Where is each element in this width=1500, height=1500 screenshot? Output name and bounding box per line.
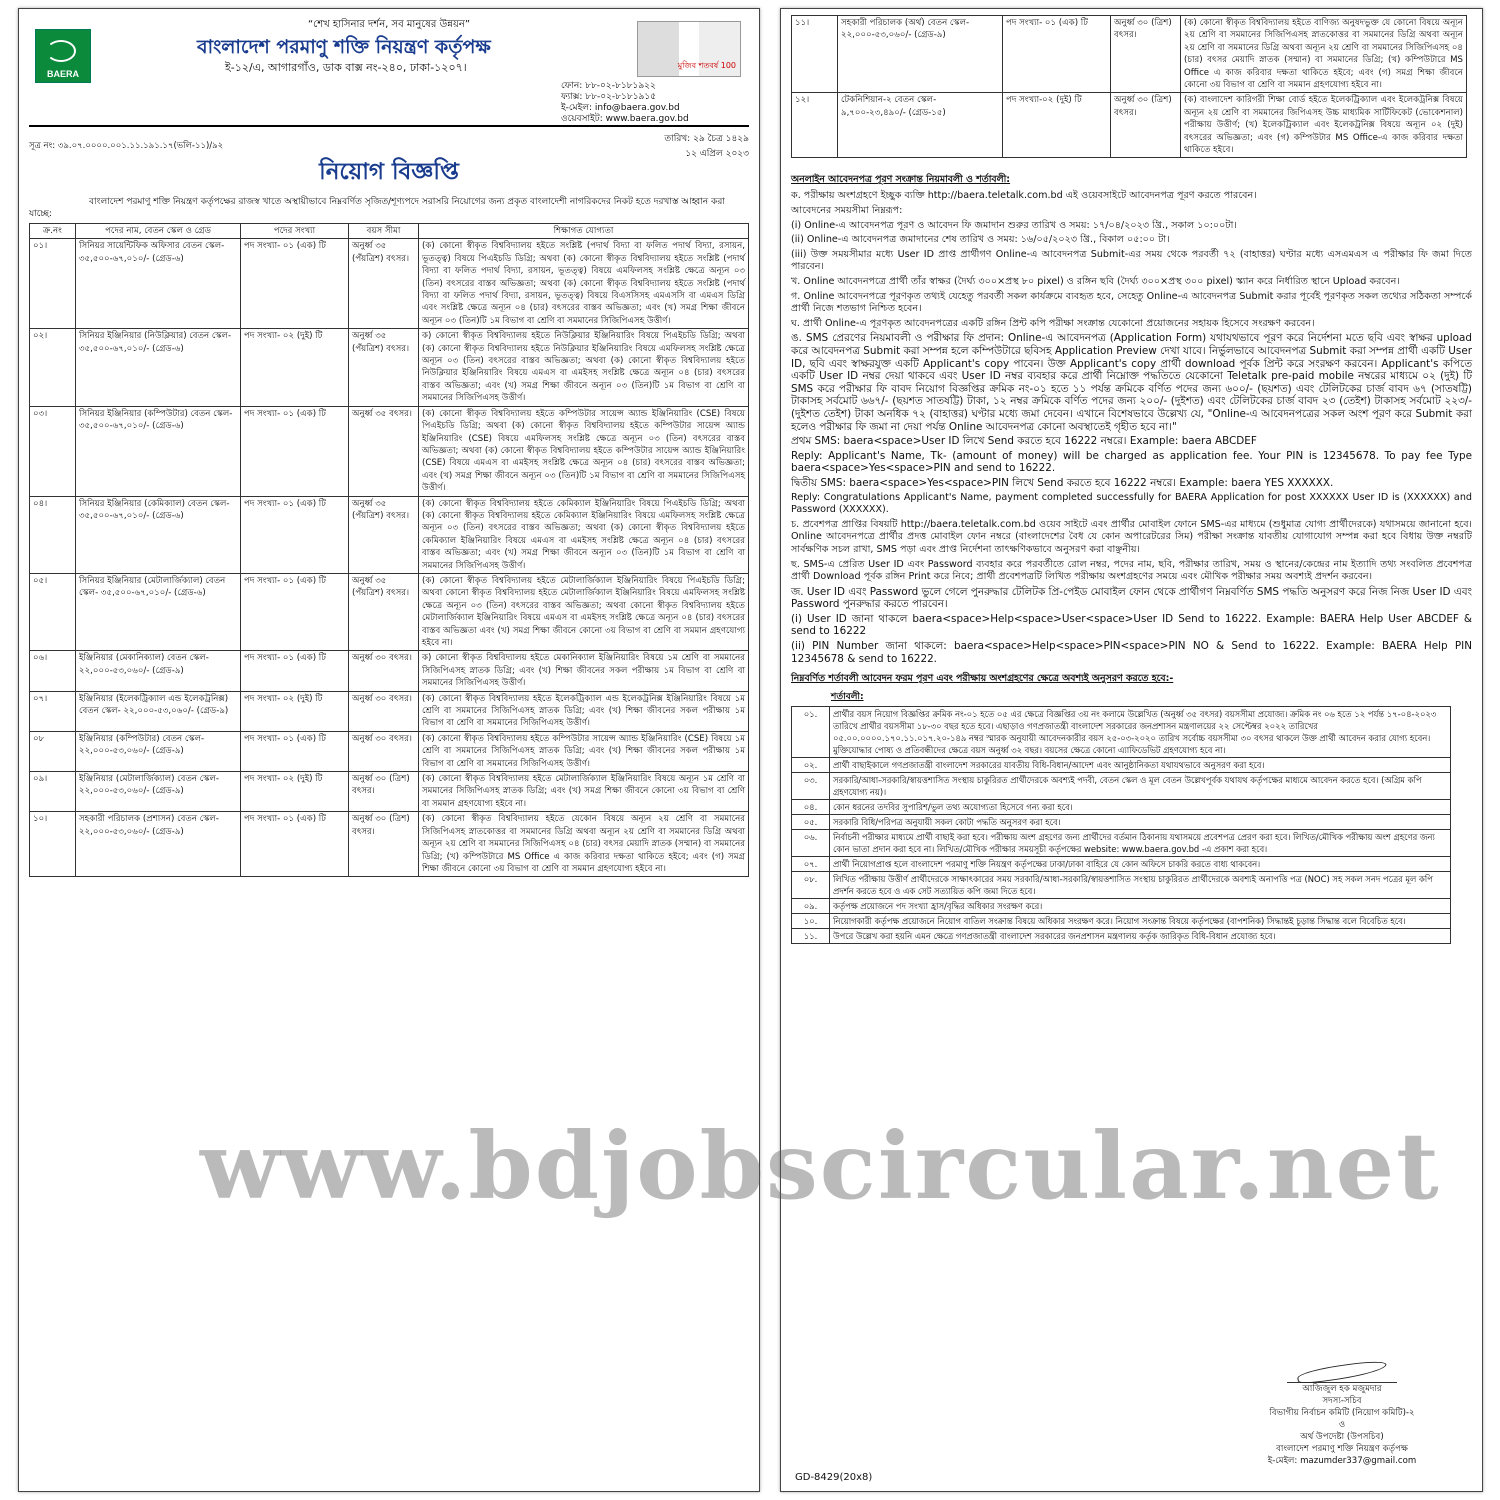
condition-text: প্রার্থী নিয়োগপ্রাপ্ত হলে বাংলাদেশ পরমাণু শক্তি নিয়ন্ত্রণ কর্তৃপক্ষের ঢাকা/ঢাকা বাহিরে যে কোন অফিসে চাকরি করতে বাধ্য থাকবেন। [830, 857, 1451, 872]
posts-table [29, 223, 749, 877]
post-count: পদ সংখ্যা- ০১ (এক) টি [241, 573, 349, 650]
age-limit: অনুর্ধ্ব ৩০ (ত্রিশ) বৎসর। [349, 772, 419, 812]
condition-row [792, 899, 1451, 914]
condition-row [792, 758, 1451, 773]
rule-item: (iii) উক্ত সময়সীমার মধ্যে User ID প্রাপ্ত প্রার্থীগণ Online-এ আবেদনপত্র Submit-এর সময় থেকে পরবর্তী ৭২ (বাহাত্তর) ঘণ্টার মধ্যে এসএমএস এ পরীক্ষার ফি জমা দিতে পারবেন। [791, 248, 1472, 273]
condition-text: সরকারি বিধি/পরিপত্র অনুযায়ী সকল কোটা পদ্ধতি অনুসরণ করা হবে। [830, 815, 1451, 830]
post-name-scale: ইঞ্জিনিয়ার (ইলেকট্রিক্যাল এন্ড ইলেকট্রনিক্স) বেতন স্কেল- ২২,০০০-৫৩,০৬০/- (গ্রেড-৯) [76, 691, 241, 731]
rule-item: খ. Online আবেদনপত্রে প্রার্থী তাঁর স্বাক্ষর (দৈর্ঘ্য ৩০০×প্রস্থ ৮০ pixel) ও রঙ্গিন ছবি (দৈর্ঘ্য ৩০০×প্রস্থ ৩০০ pixel) স্ক্যান করে নির্ধারিত স্থানে Upload করবেন। [791, 276, 1400, 288]
table-header-cell: বয়স সীমা [349, 224, 419, 239]
qualification: (ক) কোনো স্বীকৃত বিশ্ববিদ্যালয় হইতে মেটালার্জিক্যাল ইঞ্জিনিয়ারিং বিষয়ে পিএইচডি ডিগ্রি; অথবা কোনো স্বীকৃত বিশ্ববিদ্যালয় হইতে মেটালার্জিক্যাল ইঞ্জিনিয়ারিং বিষয়ে এমফিলসহ সংশ্লিষ্ট ক্ষেত্রে অন্যূন ০৩ (তিন) বৎসরের বাস্তব অভিজ্ঞতা; অথবা কোনো স্বীকৃত বিশ্ববিদ্যালয় হইতে মেটালার্জিক্যাল ইঞ্জিনিয়ারিং বিষয়ে এমএস বা এমইসহ সংশ্লিষ্ট ক্ষেত্রে অন্যূন ০৪ (চার) বৎসরের বাস্তব অভিজ্ঞতা এবং (খ) সমগ্র শিক্ষা জীবনে কোনো ৩য় বিভাগ বা শ্রেণি বা সমমান গ্রহণযোগ্য হইবে না। [419, 573, 749, 650]
baera-logo: BAERA [35, 29, 91, 83]
letterhead [29, 15, 749, 127]
reference-row [29, 131, 749, 159]
table-row [30, 691, 749, 731]
qualification: ক) কোনো স্বীকৃত বিশ্ববিদ্যালয় হইতে মেকানিক্যাল ইঞ্জিনিয়ারিং বিষয়ে ১ম শ্রেণি বা সমমানের সিজিপিএসহ স্নাতক ডিগ্রি; এবং (খ) শিক্ষা জীবনের সকল পরীক্ষায় ১ম বিভাগ বা শ্রেণি বা সমমানের সিজিপিএসহ উত্তীর্ণ। [419, 651, 749, 691]
online-rules-heading: অনলাইন আবেদনপত্র পূরণ সংক্রান্ত নিয়মাবলী ও শর্তাবলী: [791, 174, 1011, 186]
rule-item: Reply: Congratulations Applicant's Name, payment completed successfully for BAERA Application for post XXXXXX User ID is (XXXXXX) and Password (XXXXXX). [791, 491, 1472, 516]
post-count: পদ সংখ্যা- ০১ (এক) টি [1003, 16, 1111, 93]
rule-item: (i) Online-এ আবেদনপত্র পূরণ ও আবেদন ফি জমাদান শুরুর তারিখ ও সময়: ১৭/০৪/২০২৩ খ্রি., সকাল ১০:০০টা। [791, 219, 1237, 231]
condition-number: ০৪. [792, 800, 830, 815]
age-limit: অনুর্ধ্ব ৩৫ বৎসর। [349, 406, 419, 496]
age-limit: অনুর্ধ্ব ৩০ বৎসর। [349, 691, 419, 731]
post-name-scale: সিনিয়র ইঞ্জিনিয়ার (নিউক্লিয়ার) বেতন স্কেল- ৩৫,৫০০-৬৭,০১০/- (গ্রেড-৬) [76, 329, 241, 406]
condition-number: ০১. [792, 707, 830, 758]
condition-number: ০৯. [792, 899, 830, 914]
post-serial: ০৯। [30, 772, 76, 812]
rule-item: ঙ. SMS প্রেরণের নিয়মাবলী ও পরীক্ষার ফি প্রদান: Online-এ আবেদনপত্র (Application Form) যথাযথভাবে পূরণ করে নির্দেশনা মতে ছবি এবং স্বাক্ষর upload করে আবেদনপত্র Submit করা সম্পন্ন হলে কম্পিউটারে ছবিসহ Application Preview দেখা যাবে। নির্ভুলভাবে আবেদনপত্র Submit করা সম্পন্ন প্রার্থী একটি User ID, ছবি এবং স্বাক্ষরযুক্ত একটি Applicant's copy পাবেন। উক্ত Applicant's copy প্রার্থী download পূর্বক প্রিন্ট করে সংরক্ষণ করবেন। Applicant's কপিতে একটি User ID নম্বর দেয়া থাকবে এবং User ID নম্বর ব্যবহার করে প্রার্থী নিম্নোক্ত পদ্ধতিতে যেকোনো Teletalk pre-paid mobile নম্বরের মাধ্যমে ০২ (দুই) টি SMS করে পরীক্ষার ফি বাবদ নিয়োগ বিজ্ঞপ্তির ক্রমিক নং-০১ হতে ১১ পর্যন্ত ক্রমিকে বর্ণিত পদের জন্য ৬০০/- (ছয়শত) এবং টেলিটকের চার্জ বাবদ ৬৭ (সাতষট্টি) টাকাসহ সর্বমোট ৬৬৭/- (ছয়শত সাতষট্টি) টাকা, ১২ নম্বর ক্রমিকে বর্ণিত পদের জন্য ২০০/- (দুইশত) এবং টেলিটকের চার্জ বাবদ ২৩ (তেইশ) টাকাসহ সর্বমোট ২২৩/- (দুইশত তেইশ) টাকা অনধিক ৭২ (বাহাত্তর) ঘণ্টার মধ্যে জমা দেবেন। এখানে বিশেষভাবে উল্লেখ্য যে, "Online-এ আবেদনপত্রের সকল অংশ পূরণ করে Submit করা হলেও পরীক্ষার ফি জমা না দেয়া পর্যন্ত Online আবেদনপত্র কোনো অবস্থাতেই গৃহীত হবে না।" [791, 332, 1472, 433]
signature-block: আজিজুল হক মজুমদার সদস্য-সচিব বিভাগীয় নির্বাচন কমিটি (নিয়োগ কমিটি)-২ ও অর্থ উপদেষ্টা (উপসচিব) বাংলাদেশ পরমাণু শক্তি নিয়ন্ত্রণ কর্তৃপক্ষ ই-মেইল: mazumder337@gmail.com [1222, 1361, 1462, 1467]
condition-text: সরকারি/আধা-সরকারি/স্বায়ত্তশাসিত সংস্থায় চাকুরিরত প্রার্থীদেরকে অবশ্যই পদবী, বেতন স্কেল ও মূল বেতন উল্লেখপূর্বক যথাযথ কর্তৃপক্ষের মাধ্যমে আবেদন করতে হবে। (অগ্রিম কপি গ্রহণযোগ্য নয়)। [830, 773, 1451, 800]
qualification: (ক) কোনো স্বীকৃত বিশ্ববিদ্যালয় হইতে ইলেকট্রিক্যাল এন্ড ইলেকট্রনিক্স ইঞ্জিনিয়ারিং বিষয়ে ১ম শ্রেণি বা সমমানের সিজিপিএসহ স্নাতক ডিগ্রি; এবং (খ) শিক্ষা জীবনের সকল পরীক্ষায় ১ম বিভাগ বা শ্রেণি বা সমমানের সিজিপিএসহ উত্তীর্ণ। [419, 691, 749, 731]
table-header-cell: পদের সংখ্যা [241, 224, 349, 239]
age-limit: অনুর্ধ্ব ৩০ বৎসর। [349, 651, 419, 691]
post-serial: ০৩। [30, 406, 76, 496]
rule-item: প্রথম SMS: baera<space>User ID লিখে Send করতে হবে 16222 নম্বরে। Example: baera ABCDEF [791, 435, 1257, 448]
table-row [30, 406, 749, 496]
post-serial: ১১। [792, 16, 838, 93]
mujib-centenary-badge: মুজিব শতবর্ষ 100 [637, 21, 741, 77]
qualification: (ক) কোনো স্বীকৃত বিশ্ববিদ্যালয় হইতে সংশ্লিষ্ট (পদার্থ বিদ্যা বা ফলিত পদার্থ বিদ্যা, রসায়ন, ভূতত্ত্ব) বিষয়ে পিএইচডি ডিগ্রি; অথবা (ক) কোনো স্বীকৃত বিশ্ববিদ্যালয় হইতে সংশ্লিষ্ট (পদার্থ বিদ্যা বা ফলিত পদার্থ বিদ্যা, রসায়ন, ভূতত্ত্ব) বিষয়ে এমফিলসহ সংশ্লিষ্ট ক্ষেত্রে অন্যূন ০৩ (তিন) বৎসরের বাস্তব অভিজ্ঞতা; অথবা (ক) কোনো স্বীকৃত বিশ্ববিদ্যালয় হইতে সংশ্লিষ্ট (পদার্থ বিদ্যা বা ফলিত পদার্থ বিদ্যা, রসায়ন, ভূতত্ত্ব) বিষয়ে বিএসসিসহ এমএসসি বা এমএস ডিগ্রি এবং সংশ্লিষ্ট ক্ষেত্রে অন্যূন ০৪ (চার) বৎসরের বাস্তব অভিজ্ঞতা; এবং (খ) সমগ্র শিক্ষা জীবনে অন্যূন ০৩ (তিন)টি ১ম বিভাগ বা শ্রেণি বা সমমানের সিজিপিএসহ উত্তীর্ণ। [419, 239, 749, 329]
conditions-table [791, 706, 1451, 944]
post-name-scale: সিনিয়র ইঞ্জিনিয়ার (কম্পিউটার) বেতন স্কেল- ৩৫,৫০০-৬৭,০১০/- (গ্রেড-৬) [76, 406, 241, 496]
condition-text: উপরে উল্লেখ করা হয়নি এমন ক্ষেত্রে গণপ্রজাতন্ত্রী বাংলাদেশ সরকারের জনপ্রশাসন মন্ত্রণালয় কর্তৃক জারিকৃত বিধি-বিধান প্রযোজ্য হবে। [830, 929, 1451, 944]
conditions-subheading: শর্তাবলী: [831, 692, 864, 703]
gd-code: GD-8429(20x8) [795, 1472, 873, 1483]
age-limit: অনুর্ধ্ব ৩৫ (পঁয়ত্রিশ) বৎসর। [349, 496, 419, 573]
qualification: (ক) কোনো স্বীকৃত বিশ্ববিদ্যালয় হইতে মেটালার্জিক্যাল ইঞ্জিনিয়ারিং বিষয়ে অন্যূন ১ম শ্রেণি বা সমমানের সিজিপিএসহ স্নাতক ডিগ্রি; এবং (খ) সমগ্র শিক্ষা জীবনে কোনো ৩য় বিভাগ বা শ্রেণি বা সমমান গ্রহণযোগ্য হইবে না। [419, 772, 749, 812]
rule-item: (ii) PIN Number জানা থাকলে: baera<space>Help<space>PIN<space>PIN NO & Send to 16222. Example: BAERA Help PIN 12345678 & send to 16222. [791, 640, 1472, 665]
condition-number: ১০. [792, 914, 830, 929]
age-limit: অনুর্ধ্ব ৩৫ (পঁয়ত্রিশ) বৎসর। [349, 573, 419, 650]
post-name-scale: সহকারী পরিচালক (অর্থ) বেতন স্কেল- ২২,০০০-৫৩,০৬০/- (গ্রেড-৯) [838, 16, 1003, 93]
qualification: ক) কোনো স্বীকৃত বিশ্ববিদ্যালয় হইতে নিউক্লিয়ার ইঞ্জিনিয়ারিং বিষয়ে পিএইচডি ডিগ্রি; অথবা (ক) কোনো স্বীকৃত বিশ্ববিদ্যালয় হইতে নিউক্লিয়ার ইঞ্জিনিয়ারিং বিষয়ে এমফিলসহ সংশ্লিষ্ট ক্ষেত্রে অন্যূন ০৩ (তিন) বৎসরের বাস্তব অভিজ্ঞতা; অথবা (ক) কোনো স্বীকৃত বিশ্ববিদ্যালয় হইতে নিউক্লিয়ার ইঞ্জিনিয়ারিং বিষয়ে এমএস বা এমইসহ সংশ্লিষ্ট ক্ষেত্রে অন্যূন ০৪ (চার) বৎসরের বাস্তব অভিজ্ঞতা; এবং (খ) সমগ্র শিক্ষা জীবনে অন্যূন ০৩ (তিন)টি ১ম বিভাগ বা শ্রেণি বা সমমানের সিজিপিএসহ উত্তীর্ণ। [419, 329, 749, 406]
rule-item: Reply: Applicant's Name, Tk- (amount of money) will be charged as application fee. Your PIN is 12345678. To pay fee Type baera<space>Yes<space>PIN and send to 16222. [791, 449, 1472, 475]
table-row [30, 496, 749, 573]
table-row [30, 573, 749, 650]
condition-row [792, 773, 1451, 800]
post-count: পদ সংখ্যা- ০১ (এক) টি [241, 731, 349, 771]
post-name-scale: ইঞ্জিনিয়ার (মেকানিক্যাল) বেতন স্কেল- ২২,০০০-৫৩,০৬০/- (গ্রেড-৯) [76, 651, 241, 691]
rule-item: ছ. SMS-এ প্রেরিত User ID এবং Password ব্যবহার করে পরবর্তীতে রোল নম্বর, পদের নাম, ছবি, পরীক্ষার তারিখ, সময় ও স্থানের/কেন্দ্রের নাম ইত্যাদি তথ্য সংবলিত প্রবেশপত্র প্রার্থী Download পূর্বক রঙ্গিন Print করে নিবে; প্রার্থী প্রবেশপত্রটি লিখিত পরীক্ষায় অংশগ্রহণের সময়ে এবং মৌখিক পরীক্ষার সময় অবশ্যই প্রদর্শন করবেন। [791, 558, 1472, 583]
signature-scribble [1287, 1361, 1397, 1383]
table-row [30, 239, 749, 329]
post-name-scale: সিনিয়র সায়েন্টিফিক অফিসার বেতন স্কেল- ৩৫,৫০০-৬৭,০১০/- (গ্রেড-৬) [76, 239, 241, 329]
age-limit: অনুর্ধ্ব ৩০ (ত্রিশ) বৎসর। [1111, 93, 1181, 158]
condition-row [792, 815, 1451, 830]
post-name-scale: সিনিয়র ইঞ্জিনিয়ার (মেটালার্জিক্যাল) বেতন স্কেল- ৩৫,৫০০-৬৭,০১০/- (গ্রেড-৬) [76, 573, 241, 650]
post-serial: ১২। [792, 93, 838, 158]
rule-item: (ii) Online-এ আবেদনপত্র জমাদানের শেষ তারিখ ও সময়: ১৬/০৫/২০২৩ খ্রি., বিকাল ০৫:০০ টা। [791, 234, 1170, 246]
condition-text: লিখিত পরীক্ষায় উত্তীর্ণ প্রার্থীদেরকে সাক্ষাৎকারের সময় সরকারি/আধা-সরকারি/স্বায়ত্তশাসিত সংস্থায় চাকুরিরত প্রার্থীদেরকে অবশ্যই অনাপত্তি পত্র (NOC) সহ সকল সনদ পত্রের মূল কপি প্রদর্শন করতে হবে ও এক সেট সত্যায়িত কপি জমা দিতে হবে। [830, 872, 1451, 899]
post-count: পদ সংখ্যা- ০২ (দুই) টি [241, 772, 349, 812]
post-serial: ০৫। [30, 573, 76, 650]
post-serial: ০১। [30, 239, 76, 329]
qualification: (ক) কোনো স্বীকৃত বিশ্ববিদ্যালয় হইতে বাণিজ্য অনুষদভুক্ত যে কোনো বিষয়ে অন্যূন ২য় শ্রেণি বা সমমানের সিজিপিএসহ স্নাতকোত্তর বা সমমানের ডিগ্রি অথবা অন্যূন ২য় শ্রেণি বা সমমানের ডিগ্রি অথবা অন্যূন ২য় শ্রেণি বা সমমানের সিজিপিএসহ ০৪ (চার) বৎসর মেয়াদি স্নাতক (সম্মান) বা সমমানের ডিগ্রি; (খ) কম্পিউটারে MS Office এ কাজ করিবার দক্ষতা থাকিতে হইবে; এবং (গ) সমগ্র শিক্ষা জীবনে কোনো ৩য় বিভাগ বা শ্রেণি বা সমমান গ্রহণযোগ্য হইবে না। [1181, 16, 1467, 93]
rule-item: চ. প্রবেশপত্র প্রাপ্তির বিষয়টি http://baera.teletalk.com.bd ওয়েব সাইটে এবং প্রার্থীর মোবাইল ফোনে SMS-এর মাধ্যমে (শুধুমাত্র যোগ্য প্রার্থীদেরকে) যথাসময়ে জানানো হবে। Online আবেদনপত্রে প্রার্থীর প্রদত্ত মোবাইল ফোন নম্বরে (বাংলাদেশের বৈধ যে কোন অপারেটরের সিম) পরীক্ষা সংক্রান্ত যাবতীয় যোগাযোগ সম্পন্ন করা হবে বিধায় উক্ত নম্বরটি সার্বক্ষণিক সচল রাখা, SMS পড়া এবং প্রাপ্ত নির্দেশনা তাৎক্ষণিকভাবে অনুসরণ করা বাঞ্ছনীয়। [791, 518, 1472, 555]
condition-number: ০৫. [792, 815, 830, 830]
page-title: নিয়োগ বিজ্ঞপ্তি [319, 158, 459, 185]
condition-row [792, 800, 1451, 815]
age-limit: অনুর্ধ্ব ৩০ বৎসর। [349, 731, 419, 771]
condition-text: নিয়োগকারী কর্তৃপক্ষ প্রয়োজনে নিয়োগ বাতিল সংক্রান্ত বিষয়ে অধিকার সংরক্ষণ করে। নিয়োগ সংক্রান্ত বিষয়ে কর্তৃপক্ষের (বাপশনিক) সিদ্ধান্তই চূড়ান্ত সিদ্ধান্ত বলে বিবেচিত হবে। [830, 914, 1451, 929]
condition-number: ০৭. [792, 857, 830, 872]
qualification: (ক) কোনো স্বীকৃত বিশ্ববিদ্যালয় হইতে কম্পিউটার সায়েন্স অ্যান্ড ইঞ্জিনিয়ারিং (CSE) বিষয়ে ১ম শ্রেণি বা সমমানের সিজিপিএসহ স্নাতক ডিগ্রি; এবং (খ) শিক্ষা জীবনের সকল পরীক্ষায় ১ম বিভাগ বা শ্রেণি বা সমমানের সিজিপিএসহ উত্তীর্ণ। [419, 731, 749, 771]
rule-item: জ. User ID এবং Password ভুলে গেলে পুনরুদ্ধার টেলিটক প্রি-পেইড মোবাইল ফোন থেকে প্রার্থীগণ নিম্নবর্ণিত SMS পদ্ধতি অনুসরণ করে নিজ নিজ User ID এবং Password পুনরুদ্ধার করতে পারবেন। [791, 585, 1472, 611]
intro-paragraph: বাংলাদেশ পরমাণু শক্তি নিয়ন্ত্রণ কর্তৃপক্ষের রাজস্ব খাতে অস্থায়ীভাবে নিম্নবর্ণিত সৃজিত/শূণ্যপদে সরাসরি নিয়োগের জন্য প্রকৃত বাংলাদেশী নাগরিকদের নিকট হতে দরখাস্ত আহ্বান করা যাচ্ছে: [29, 197, 725, 219]
table-row [30, 812, 749, 877]
table-row [792, 16, 1467, 93]
notice-page-1 [18, 8, 760, 1492]
condition-number: ০৩. [792, 773, 830, 800]
condition-row [792, 707, 1451, 758]
table-row [30, 329, 749, 406]
table-header-cell: পদের নাম, বেতন স্কেল ও গ্রেড [76, 224, 241, 239]
age-limit: অনুর্ধ্ব ৩৫ (পঁয়ত্রিশ) বৎসর। [349, 239, 419, 329]
slogan: “শেখ হাসিনার দর্শন, সব মানুষের উন্নয়ন” [307, 19, 471, 30]
condition-row [792, 830, 1451, 857]
qualification: (ক) কোনো স্বীকৃত বিশ্ববিদ্যালয় হইতে কেমিক্যাল ইঞ্জিনিয়ারিং বিষয়ে পিএইচডি ডিগ্রি; অথবা (ক) কোনো স্বীকৃত বিশ্ববিদ্যালয় হইতে কেমিক্যাল ইঞ্জিনিয়ারিং বিষয়ে এমফিলসহ সংশ্লিষ্ট ক্ষেত্রে অন্যূন ০৩ (তিন) বৎসরের বাস্তব অভিজ্ঞতা; অথবা (ক) কোনো স্বীকৃত বিশ্ববিদ্যালয় হইতে কেমিক্যাল ইঞ্জিনিয়ারিং বিষয়ে এমএস বা এমইসহ সংশ্লিষ্ট ক্ষেত্রে অন্যূন ০৪ (চার) বৎসরের বাস্তব অভিজ্ঞতা; এবং (খ) সমগ্র শিক্ষা জীবনে অন্যূন ০৩ (তিন)টি ১ম বিভাগ বা শ্রেণি বা সমমানের সিজিপিএসহ উত্তীর্ণ। [419, 496, 749, 573]
table-header-cell: ক্র.নং [30, 224, 76, 239]
post-count: পদ সংখ্যা- ০১ (এক) টি [241, 496, 349, 573]
condition-text: নির্বাচনী পরীক্ষার মাধ্যমে প্রার্থী বাছাই করা হবে। পরীক্ষায় অংশ গ্রহণের জন্য প্রার্থীদের বর্তমান ঠিকানায় যথাসময়ে প্রবেশপত্র প্রেরণ করা হবে। লিখিত/মৌখিক পরীক্ষায় অংশ গ্রহণের জন্য কোন ভাতা প্রদান করা হবে না। লিখিত/মৌখিক পরীক্ষার সময়সূচী কর্তৃপক্ষের website: www.baera.gov.bd -এ প্রকাশ করা হবে। [830, 830, 1451, 857]
notice-page-2 [780, 8, 1483, 1492]
post-serial: ০৮ [30, 731, 76, 771]
table-row [30, 651, 749, 691]
condition-row [792, 929, 1451, 944]
post-name-scale: ইঞ্জিনিয়ার (কম্পিউটার) বেতন স্কেল- ২২,০০০-৫৩,০৬০/- (গ্রেড-৯) [76, 731, 241, 771]
post-serial: ০৬। [30, 651, 76, 691]
table-row [792, 93, 1467, 158]
post-count: পদ সংখ্যা- ০১ (এক) টি [241, 812, 349, 877]
rule-item: দ্বিতীয় SMS: baera<space>Yes<space>PIN লিখে Send করতে হবে 16222 নম্বরে। Example: baera YES XXXXXX. [791, 476, 1334, 489]
contact-info: ফোন: ৮৮-০২-৮১৮১৯২২ ফ্যাক্স: ৮৮-০২-৮১৮১৯১৫ ই-মেইল: info@baera.gov.bd ওয়েবসাইট: www.baera.gov.bd [561, 81, 689, 124]
table-row [30, 772, 749, 812]
qualification: (ক) কোনো স্বীকৃত বিশ্ববিদ্যালয় হইতে কম্পিউটার সায়েন্স অ্যান্ড ইঞ্জিনিয়ারিং (CSE) বিষয়ে পিএইচডি ডিগ্রি; অথবা (ক) কোনো স্বীকৃত বিশ্ববিদ্যালয় হইতে কম্পিউটার সায়েন্স অ্যান্ড ইঞ্জিনিয়ারিং (CSE) বিষয়ে এমফিলসহ সংশ্লিষ্ট ক্ষেত্রে অন্যূন ০৩ (তিন) বৎসরের বাস্তব অভিজ্ঞতা; অথবা (ক) কোনো স্বীকৃত বিশ্ববিদ্যালয় হইতে কম্পিউটার সায়েন্স অ্যান্ড ইঞ্জিনিয়ারিং (CSE) বিষয়ে এমএস বা এমইসহ সংশ্লিষ্ট ক্ষেত্রে অন্যূন ০৪ (চার) বৎসরের বাস্তব অভিজ্ঞতা; এবং (খ) সমগ্র শিক্ষা জীবনে অন্যূন ০৩ (তিন)টি ১ম বিভাগ বা শ্রেণি বা সমমানের সিজিপিএসহ উত্তীর্ণ। [419, 406, 749, 496]
conditions-heading: নিম্নবর্ণিত শর্তাবলী আবেদন ফরম পূরণ এবং পরীক্ষায় অংশগ্রহণের ক্ষেত্রে অবশ্যই অনুসরণ করতে হবে:- [791, 673, 1174, 685]
condition-text: প্রার্থীর বয়স নিয়োগ বিজ্ঞপ্তির ক্রমিক নং-০১ হতে ০৫ এর ক্ষেত্রে বিজ্ঞপ্তির ৩য় নং কলামে উল্লেখিত (অনুর্ধ্ব ৩৫ বৎসর) বয়সসীমা প্রযোজ্য। ক্রমিক নং ০৬ হতে ১২ পর্যন্ত ১৭-০৪-২০২৩ তারিখে প্রার্থীর বয়সসীমা ১৮-৩০ বছর হতে হবে। এছাড়াও গণপ্রজাতন্ত্রী বাংলাদেশ সরকারের জনপ্রশাসন মন্ত্রণালয়ের ২২ সেপ্টেম্বর ২০২২ তারিখের ০৫.০০.০০০০.১৭০.১১.০১৭.২০-১৪৯ নম্বর স্মারক অনুযায়ী আবেদনকারীর বয়স ২৫-০৩-২০২০ তারিখ সর্বোচ্চ বয়সসীমা ৩০ বৎসর থাকলে উক্ত প্রার্থী আবেদন করার যোগ্য হবেন। মুক্তিযোদ্ধার পোষ্য ও প্রতিবন্ধীদের ক্ষেত্রে বয়স অনুর্ধ্ব ৩২ বছর। বয়সের ক্ষেত্রে কোনো এ্যাফিডেভিট গ্রহণযোগ্য হবে না। [830, 707, 1451, 758]
post-name-scale: ইঞ্জিনিয়ার (মেটালার্জিক্যাল) বেতন স্কেল- ২২,০০০-৫৩,০৬০/- (গ্রেড-৯) [76, 772, 241, 812]
organization-name: বাংলাদেশ পরমাণু শক্তি নিয়ন্ত্রণ কর্তৃপক্ষ [197, 36, 491, 58]
post-serial: ০৪। [30, 496, 76, 573]
post-count: পদ সংখ্যা- ০২ (দুই) টি [241, 691, 349, 731]
condition-number: ১১. [792, 929, 830, 944]
rule-item: ক. পরীক্ষায় অংশগ্রহণে ইচ্ছুক ব্যক্তি http://baera.teletalk.com.bd এই ওয়েবসাইটে আবেদনপত্র পূরণ করতে পারবেন। [791, 190, 1257, 202]
post-name-scale: সহকারী পরিচালক (প্রশাসন) বেতন স্কেল- ২২,০০০-৫৩,০৬০/- (গ্রেড-৯) [76, 812, 241, 877]
post-count: পদ সংখ্যা-০২ (দুই) টি [1003, 93, 1111, 158]
post-name-scale: সিনিয়র ইঞ্জিনিয়ার (কেমিক্যাল) বেতন স্কেল- ৩৫,৫০০-৬৭,০১০/- (গ্রেড-৬) [76, 496, 241, 573]
rule-item: আবেদনের সময়সীমা নিম্নরূপ: [791, 205, 903, 217]
rule-item: (i) User ID জানা থাকলে baera<space>Help<space>User<space>User ID Send to 16222. Example: BAERA Help User ABCDEF & send to 16222 [791, 612, 1472, 638]
condition-text: কর্তৃপক্ষ প্রয়োজনে পদ সংখ্যা হ্রাস/বৃদ্ধির অধিকার সংরক্ষণ করে। [830, 899, 1451, 914]
condition-number: ০৮. [792, 872, 830, 899]
qualification: (ক) কোনো স্বীকৃত বিশ্ববিদ্যালয় হইতে যেকোন বিষয়ে অন্যূন ২য় শ্রেণি বা সমমানের সিজিপিএসহ স্নাতকোত্তর বা সমমানের ডিগ্রি অথবা অন্যূন ২য় শ্রেণি বা সমমানের ডিগ্রি অথবা অন্যূন ২য় শ্রেণি বা সমমানের সিজিপিএসহ ০৪ (চার) বৎসর মেয়াদি স্নাতক (সম্মান) বা সমমানের ডিগ্রি; (খ) কম্পিউটারে MS Office এ কাজ করিবার দক্ষতা থাকিতে হইবে; এবং (গ) সমগ্র শিক্ষা জীবনে কোনো ৩য় বিভাগ বা শ্রেণি বা সমমান গ্রহণযোগ্য হইবে না। [419, 812, 749, 877]
condition-number: ০২. [792, 758, 830, 773]
condition-text: কোন ধরনের তদবির সুপারিশ/ভুল তথ্য অযোগ্যতা হিসেবে গন্য করা হবে। [830, 800, 1451, 815]
date-block: তারিখ: ২৯ চৈত্র ১৪২৯ ১২ এপ্রিল ২০২৩ [664, 134, 749, 159]
age-limit: অনুর্ধ্ব ৩৫ (পঁয়ত্রিশ) বৎসর। [349, 329, 419, 406]
organization-address: ই-১২/এ, আগারগাঁও, ডাক বাক্স নং-২৪০, ঢাকা-১২০৭। [225, 61, 467, 74]
condition-text: প্রার্থী বাছাইকালে গণপ্রজাতন্ত্রী বাংলাদেশ সরকারের যাবতীয় বিধি-বিধান/আদেশ এবং আনুষ্ঠানিকতা যথাযথভাবে অনুসরণ করা হবে। [830, 758, 1451, 773]
post-count: পদ সংখ্যা- ০২ (দুই) টি [241, 329, 349, 406]
rule-item: ঘ. প্রার্থী Online-এ পূরণকৃত আবেদনপত্রের একটি রঙ্গিন প্রিন্ট কপি পরীক্ষা সংক্রান্ত যেকোনো প্রয়োজনের সহায়ক হিসেবে সংরক্ষণ করবেন। [791, 317, 1315, 329]
post-serial: ০৭। [30, 691, 76, 731]
age-limit: অনুর্ধ্ব ৩০ (ত্রিশ) বৎসর। [1111, 16, 1181, 93]
post-count: পদ সংখ্যা- ০১ (এক) টি [241, 651, 349, 691]
post-name-scale: টেকনিশিয়ান-২ বেতন স্কেল- ৯,৭০০-২৩,৪৯০/- (গ্রেড-১৫) [838, 93, 1003, 158]
post-serial: ১০। [30, 812, 76, 877]
table-header-cell: শিক্ষাগত যোগ্যতা [419, 224, 749, 239]
condition-row [792, 857, 1451, 872]
watermark: www.bdjobscircular.net [200, 1112, 1441, 1220]
post-count: পদ সংখ্যা- ০১ (এক) টি [241, 406, 349, 496]
condition-number: ০৬. [792, 830, 830, 857]
posts-table-continued [791, 15, 1467, 158]
post-count: পদ সংখ্যা- ০১ (এক) টি [241, 239, 349, 329]
memo-number: সূত্র নং: ৩৯.০৭.০০০০.০০১.১১.১৯১.১৭(ভলি-১১)/৯২ [29, 141, 224, 151]
online-rules [791, 190, 1472, 665]
post-serial: ০২। [30, 329, 76, 406]
condition-row [792, 872, 1451, 899]
rule-item: গ. Online আবেদনপত্রে পূরণকৃত তথ্যই যেহেতু পরবর্তী সকল কার্যক্রমে ব্যবহৃত হবে, সেহেতু Online-এ আবেদনপত্র Submit করার পূর্বেই পূরণকৃত সকল তথ্যের সঠিকতা সম্পর্কে প্রার্থী নিজে শতভাগ নিশ্চিত হবেন। [791, 290, 1472, 315]
table-row [30, 731, 749, 771]
age-limit: অনুর্ধ্ব ৩০ (ত্রিশ) বৎসর। [349, 812, 419, 877]
qualification: (ক) বাংলাদেশ কারিগরী শিক্ষা বোর্ড হইতে ইলেকট্রিক্যাল এবং ইলেকট্রনিক্স বিষয়ে অন্যূন ২য় শ্রেণি বা সমমানের জিপিএসহ উচ্চ মাধ্যমিক সার্টিফিকেট (ভোকেশনাল) পরীক্ষায় উত্তীর্ণ; (খ) ইলেকট্রিক্যাল এবং ইলেকট্রনিক্স বিষয়ে অন্যূন ০২ (দুই) বৎসরের অভিজ্ঞতা; এবং (গ) কম্পিউটার MS Office-এ কাজ করিবার দক্ষতা থাকিতে হইবে। [1181, 93, 1467, 158]
condition-row [792, 914, 1451, 929]
